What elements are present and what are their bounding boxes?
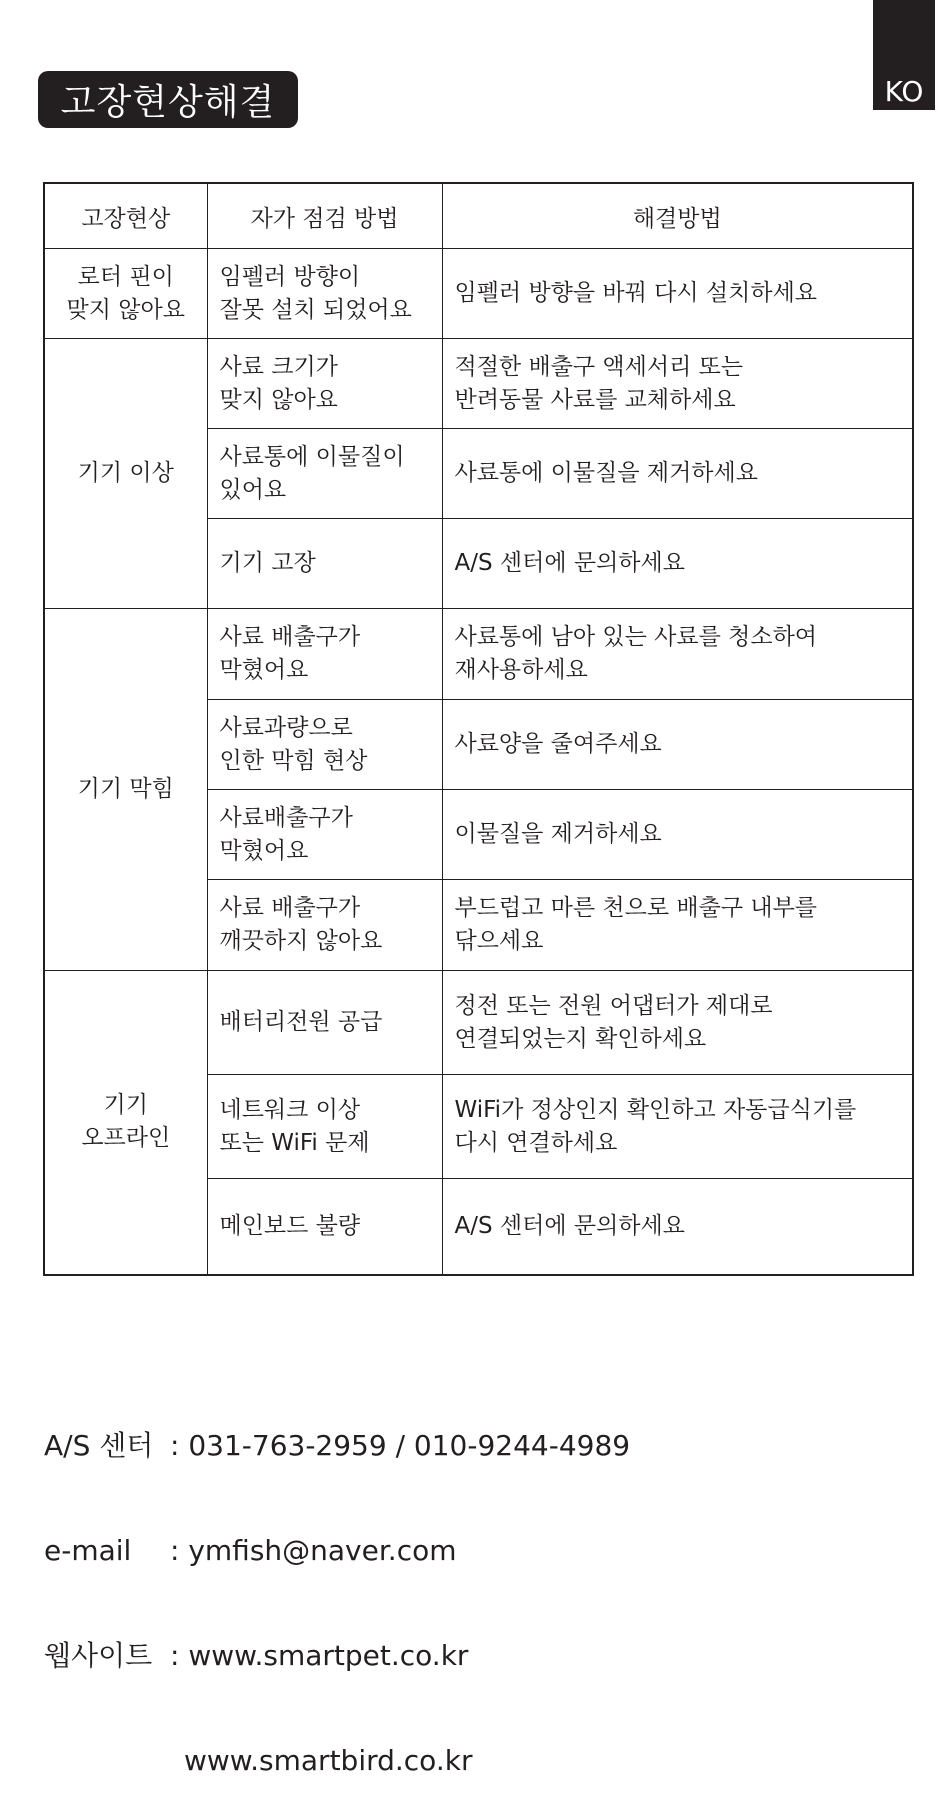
self-check-cell: 메인보드 불량 [207,1179,442,1275]
solution-cell: A/S 센터에 문의하세요 [442,519,913,609]
solution-cell: 적절한 배출구 액세서리 또는 반려동물 사료를 교체하세요 [442,339,913,429]
as-center-label: A/S 센터 [44,1429,154,1462]
self-check-cell: 사료 배출구가 막혔어요 [207,609,442,700]
self-check-cell: 네트워크 이상 또는 WiFi 문제 [207,1075,442,1179]
table-row [44,249,913,339]
solution-cell: 이물질을 제거하세요 [442,790,913,880]
self-check-cell: 사료 배출구가 깨끗하지 않아요 [207,880,442,971]
email-label: e-mail [44,1534,132,1567]
email-value: : ymfish@naver.com [170,1534,457,1567]
website-value-2: www.smartbird.co.kr [184,1744,473,1777]
self-check-cell: 배터리전원 공급 [207,971,442,1075]
self-check-cell: 사료과량으로 인한 막힘 현상 [207,700,442,790]
solution-cell: 부드럽고 마른 천으로 배출구 내부를 닦으세요 [442,880,913,971]
table-row [44,971,913,1075]
self-check-cell: 사료 크기가 맞지 않아요 [207,339,442,429]
self-check-cell: 사료통에 이물질이 있어요 [207,429,442,519]
symptom-cell: 기기 이상 [44,339,207,609]
solution-cell: A/S 센터에 문의하세요 [442,1179,913,1275]
as-center-phone: : 031-763-2959 / 010-9244-4989 [170,1429,631,1462]
solution-cell: 정전 또는 전원 어댑터가 제대로 연결되었는지 확인하세요 [442,971,913,1075]
page-title: 고장현상해결 [38,71,298,128]
table-header-row [44,183,913,249]
self-check-cell: 임펠러 방향이 잘못 설치 되었어요 [207,249,442,339]
solution-cell: 사료양을 줄여주세요 [442,700,913,790]
symptom-cell: 로터 핀이 맞지 않아요 [44,249,207,339]
website-label: 웹사이트 [44,1639,153,1672]
troubleshooting-table [43,182,914,1276]
symptom-cell: 기기 막힘 [44,609,207,971]
website-value-1: : www.smartpet.co.kr [170,1639,469,1672]
header-self-check: 자가 점검 방법 [207,183,442,249]
self-check-cell: 사료배출구가 막혔어요 [207,790,442,880]
self-check-cell: 기기 고장 [207,519,442,609]
solution-cell: 임펠러 방향을 바꿔 다시 설치하세요 [442,249,913,339]
language-tab [873,0,935,110]
language-code: KO [884,75,924,108]
table-row [44,339,913,429]
contact-info [44,1358,630,1813]
header-solution: 해결방법 [442,183,913,249]
header-symptom: 고장현상 [44,183,207,249]
solution-cell: 사료통에 이물질을 제거하세요 [442,429,913,519]
solution-cell: WiFi가 정상인지 확인하고 자동급식기를 다시 연결하세요 [442,1075,913,1179]
table-row [44,609,913,700]
solution-cell: 사료통에 남아 있는 사료를 청소하여 재사용하세요 [442,609,913,700]
symptom-cell: 기기 오프라인 [44,971,207,1275]
